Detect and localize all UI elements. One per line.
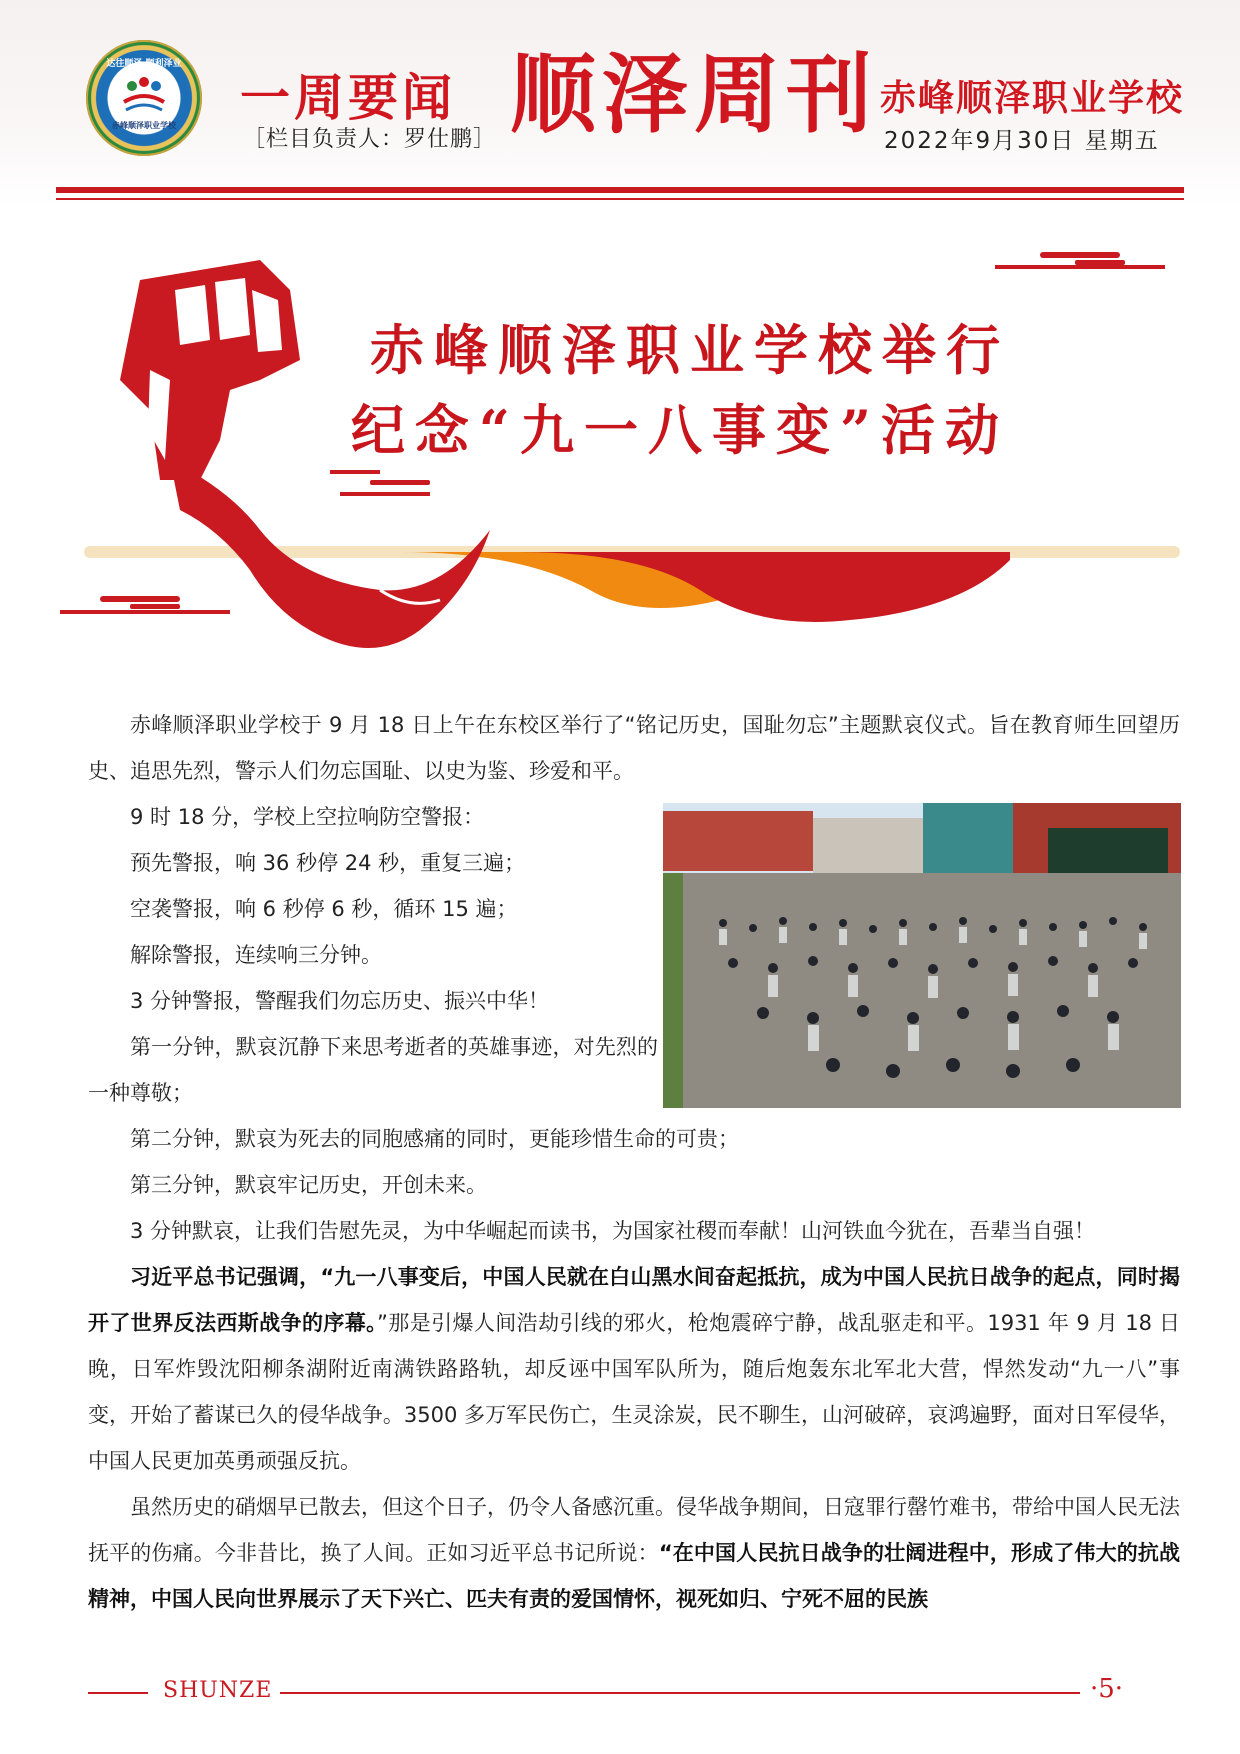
paragraph-alarm: 9 时 18 分，学校上空拉响防空警报：	[130, 805, 485, 829]
students-assembly-image	[663, 803, 1181, 1108]
paragraph-reflection	[88, 1484, 1180, 1622]
logo-motto: 达往顺泽 顺利泽业	[106, 59, 182, 69]
paragraph-intro: 赤峰顺泽职业学校于 9 月 18 日上午在东校区举行了“铭记历史，国耻勿忘”主题默哀仪式。旨在教育师生回望历史、追思先烈，警示人们勿忘国耻、以史为鉴、珍爱和平。	[88, 713, 1180, 783]
masthead-title: 顺泽周刊	[510, 44, 878, 145]
issue-date: 2022年9月30日 星期五	[884, 128, 1160, 154]
school-logo	[86, 40, 202, 156]
logo-school-name: 赤峰顺泽职业学校	[112, 121, 176, 130]
paragraph-alarm-3: 解除警报，连续响三分钟。	[130, 943, 382, 967]
paragraph-alarm-1: 预先警报，响 36 秒停 24 秒，重复三遍；	[130, 851, 526, 875]
paragraph-silence: 3 分钟默哀，让我们告慰先灵，为中华崛起而读书，为国家社稷而奉献！山河铁血今犹在，吾辈当自强！	[130, 1219, 1096, 1243]
headline-line-2: 纪念“九一八事变”活动	[350, 398, 1010, 462]
event-photo	[663, 803, 1181, 1108]
paragraph-history	[88, 1254, 1180, 1484]
header-rule	[56, 187, 1184, 193]
paragraph-warning: 3 分钟警报，警醒我们勿忘历史、振兴中华！	[130, 989, 550, 1013]
quote-bold: 习近平总书记强调，“九一八事变后，中国人民就在白山黑水间奋起抵抗，成为中国人民抗日战争的起点，同时揭开了世界反法西斯战争的序幕。	[88, 1265, 1180, 1335]
spirit-quote-bold: “在中国人民抗日战争的壮阔进程中，形成了伟大的抗战精神，中国人民向世界展示了天下兴亡、匹夫有责的爱国情怀，视死如归、宁死不屈的民族	[88, 1541, 1180, 1611]
paragraph-minute-2: 第二分钟，默哀为死去的同胞感痛的同时，更能珍惜生命的可贵；	[130, 1127, 739, 1151]
reflection-text: 虽然历史的硝烟早已散去，但这个日子，仍令人备感沉重。侵华战争期间，日寇罪行罄竹难书，带给中国人民无法抚平的伤痛。今非昔比，换了人间。正如习近平总书记所说：	[88, 1495, 1180, 1565]
headline-line-1: 赤峰顺泽职业学校举行	[370, 318, 1010, 382]
school-name: 赤峰顺泽职业学校	[880, 78, 1185, 119]
header-rule-thin	[56, 198, 1184, 200]
footer-rule-right	[280, 1692, 1080, 1694]
paragraph-minute-1: 第一分钟，默哀沉静下来思考逝者的英雄事迹，对先烈的一种尊敬；	[88, 1035, 658, 1105]
column-title: 一周要闻	[240, 68, 456, 127]
paragraph-alarm-2: 空袭警报，响 6 秒停 6 秒，循环 15 遍；	[130, 897, 518, 921]
footer-rule-left	[88, 1692, 148, 1694]
column-editor: ［栏目负责人：罗仕鹏］	[243, 127, 497, 152]
history-text: ”那是引爆人间浩劫引线的邪火，枪炮震碎宁静，战乱驱走和平。1931 年 9 月 18 日晚，日军炸毁沈阳柳条湖附近南满铁路路轨，却反诬中国军队所为，随后炮轰东北军北大营，悍然发动“九一八”事变，开始了蓄谋已久的侵华战争。3500 多万军民伤亡，生灵涂炭，民不聊生，山河破碎，哀鸿遍野，面对日军侵华，中国人民更加英勇顽强反抗。	[88, 1311, 1181, 1473]
page-number: ·5·	[1090, 1674, 1124, 1704]
footer-brand: SHUNZE	[163, 1678, 273, 1703]
paragraph-minute-3: 第三分钟，默哀牢记历史，开创未来。	[130, 1173, 487, 1197]
